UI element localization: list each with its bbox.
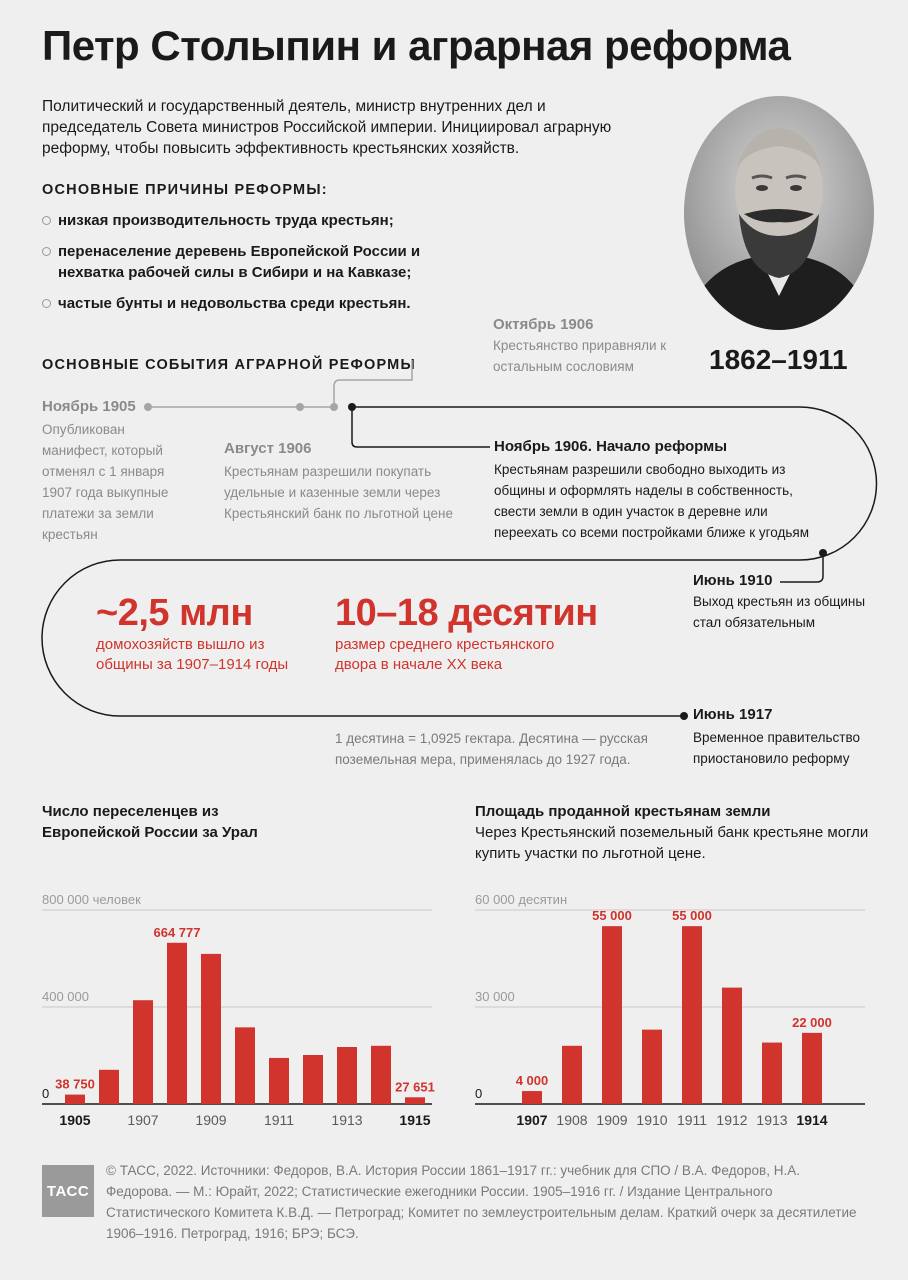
chart1-settlers — [0, 880, 450, 1140]
event-text: Крестьянам разрешили покупать удельные и казенные земли через Крестьянский банк по льготной цене — [224, 464, 453, 521]
event-text: Крестьянам разрешили свободно выходить из общины и оформлять наделы в собственность, свести земли в один участок в деревне или переехать со всеми постройками ближе к угодьям — [494, 462, 810, 540]
event-date: Июнь 1917 — [693, 706, 773, 723]
chart2-title: Площадь проданной крестьянам земли — [475, 803, 771, 820]
x-tick-label: 1907 — [516, 1112, 548, 1128]
bar-1912 — [303, 1055, 323, 1104]
event-text: Временное правительство приостановило реформу — [693, 730, 860, 766]
bar-1913 — [337, 1047, 357, 1104]
y-tick-label: 0 — [475, 1086, 483, 1101]
data-label: 664 777 — [153, 924, 201, 940]
data-label: 55 000 — [592, 908, 632, 924]
x-tick-label: 1912 — [716, 1112, 748, 1128]
data-label: 55 000 — [672, 908, 712, 924]
bar-1911 — [682, 926, 702, 1104]
chart2-subtitle: Через Крестьянский поземельный банк крестьяне могли купить участки по льготной цене. — [475, 824, 869, 862]
bar-1912 — [722, 988, 742, 1104]
x-tick-label: 1910 — [636, 1112, 668, 1128]
data-label: 38 750 — [55, 1076, 95, 1092]
y-tick-label: 800 000 человек — [42, 892, 141, 907]
bar-1908 — [562, 1046, 582, 1104]
x-tick-label: 1907 — [127, 1112, 159, 1128]
data-label: 27 651 — [395, 1079, 435, 1095]
x-tick-label: 1905 — [59, 1112, 91, 1128]
causes-heading: ОСНОВНЫЕ ПРИЧИНЫ РЕФОРМЫ: — [42, 182, 328, 198]
jun1910-dot — [819, 549, 827, 557]
chart2-land-area — [450, 880, 900, 1140]
bar-1908 — [167, 943, 187, 1104]
bar-1915 — [405, 1097, 425, 1104]
stat-value: 10–18 десятин — [335, 592, 598, 634]
events-heading: ОСНОВНЫЕ СОБЫТИЯ АГРАРНОЙ РЕФОРМЫ — [42, 357, 416, 373]
nov1906-dot — [348, 403, 356, 411]
event-date: Август 1906 — [224, 440, 312, 457]
bar-1906 — [99, 1070, 119, 1104]
x-tick-label: 1909 — [596, 1112, 628, 1128]
event-text: Крестьянство приравняли к остальным сословиям — [493, 338, 667, 374]
bar-1909 — [201, 954, 221, 1104]
event-jun1910 — [693, 572, 888, 633]
event-date: Июнь 1910 — [693, 572, 773, 589]
intro-text: Политический и государственный деятель, министр внутренних дел и председатель Совета министров Российской империи. Инициировал аграрную реформу, чтобы повысить эффективность крестьянских хозяйств. — [42, 98, 612, 157]
x-tick-label: 1909 — [195, 1112, 227, 1128]
event-text: Выход крестьян из общины стал обязательным — [693, 594, 866, 630]
y-tick-label: 30 000 — [475, 989, 515, 1004]
x-tick-label: 1914 — [796, 1112, 828, 1128]
oct1906-connector — [334, 360, 412, 407]
event-text: Опубликован манифест, который отменял с 1 января 1907 года выкупные платежи за земли крестьян — [42, 422, 169, 542]
event-nov1905 — [42, 398, 192, 545]
cause-text: перенаселение деревень Европейской России и нехватка рабочей силы в Сибири и на Кавказе; — [58, 243, 421, 281]
desyatina-note: 1 десятина = 1,0925 гектара. Десятина — русская поземельная мера, применялась до 1927 года. — [335, 731, 648, 767]
bar-1910 — [235, 1027, 255, 1104]
event-jun1917 — [693, 706, 888, 769]
x-tick-label: 1908 — [556, 1112, 588, 1128]
tass-logo: ТАСС — [42, 1165, 94, 1217]
bar-1907 — [522, 1091, 542, 1104]
page-title: Петр Столыпин и аграрная реформа — [42, 22, 791, 69]
bar-1913 — [762, 1043, 782, 1104]
life-years: 1862–1911 — [709, 344, 848, 375]
oct1906-dot — [330, 403, 338, 411]
x-tick-label: 1913 — [756, 1112, 788, 1128]
cause-text: частые бунты и недовольства среди крестьян. — [58, 295, 411, 312]
stat-value: ~2,5 млн — [96, 592, 253, 634]
bar-1909 — [602, 926, 622, 1104]
event-oct1906 — [493, 316, 678, 377]
stat-households — [96, 592, 316, 675]
data-label: 4 000 — [515, 1073, 549, 1089]
bar-1914 — [802, 1033, 822, 1104]
event-nov1906 — [494, 438, 834, 543]
bar-1907 — [133, 1000, 153, 1104]
bar-1911 — [269, 1058, 289, 1104]
event-date: Ноябрь 1905 — [42, 398, 136, 415]
stat-caption: размер среднего крестьянского двора в начале XX века — [335, 636, 555, 673]
event-date: Ноябрь 1906. Начало реформы — [494, 438, 728, 455]
stat-yard-size — [335, 592, 635, 675]
bar-1905 — [65, 1095, 85, 1104]
aug1906-dot — [296, 403, 304, 411]
event-date: Октябрь 1906 — [493, 316, 594, 333]
x-tick-label: 1913 — [331, 1112, 363, 1128]
bar-1910 — [642, 1030, 662, 1104]
stat-caption: домохозяйств вышло из общины за 1907–1914 годы — [96, 636, 289, 673]
bar-1914 — [371, 1046, 391, 1104]
chart1-title: Число переселенцев из Европейской России за Урал — [42, 803, 258, 841]
jun1917-dot — [680, 712, 688, 720]
y-tick-label: 0 — [42, 1086, 50, 1101]
y-tick-label: 400 000 — [42, 989, 89, 1004]
y-tick-label: 60 000 десятин — [475, 892, 568, 907]
cause-text: низкая производительность труда крестьян; — [58, 212, 394, 229]
footer-sources: © ТАСС, 2022. Источники: Федоров, В.А. История России 1861–1917 гг.: учебник для СПО / В.А. Федоров, Н.А. Федорова. — М.: Юрайт, 2022; Статистические ежегодники России. 1905–1916 гг. / Издание Центрального Статистического Комитета К.В.Д. — Петроград; Комитет по землеустроительным делам. Краткий очерк за десятилетие 1906–1916. Петроград, 1916; БРЭ; БСЭ. — [106, 1163, 857, 1241]
data-label: 22 000 — [792, 1014, 832, 1030]
x-tick-label: 1911 — [676, 1112, 708, 1128]
x-tick-label: 1911 — [263, 1112, 295, 1128]
event-aug1906 — [224, 440, 476, 524]
x-tick-label: 1915 — [399, 1112, 431, 1128]
